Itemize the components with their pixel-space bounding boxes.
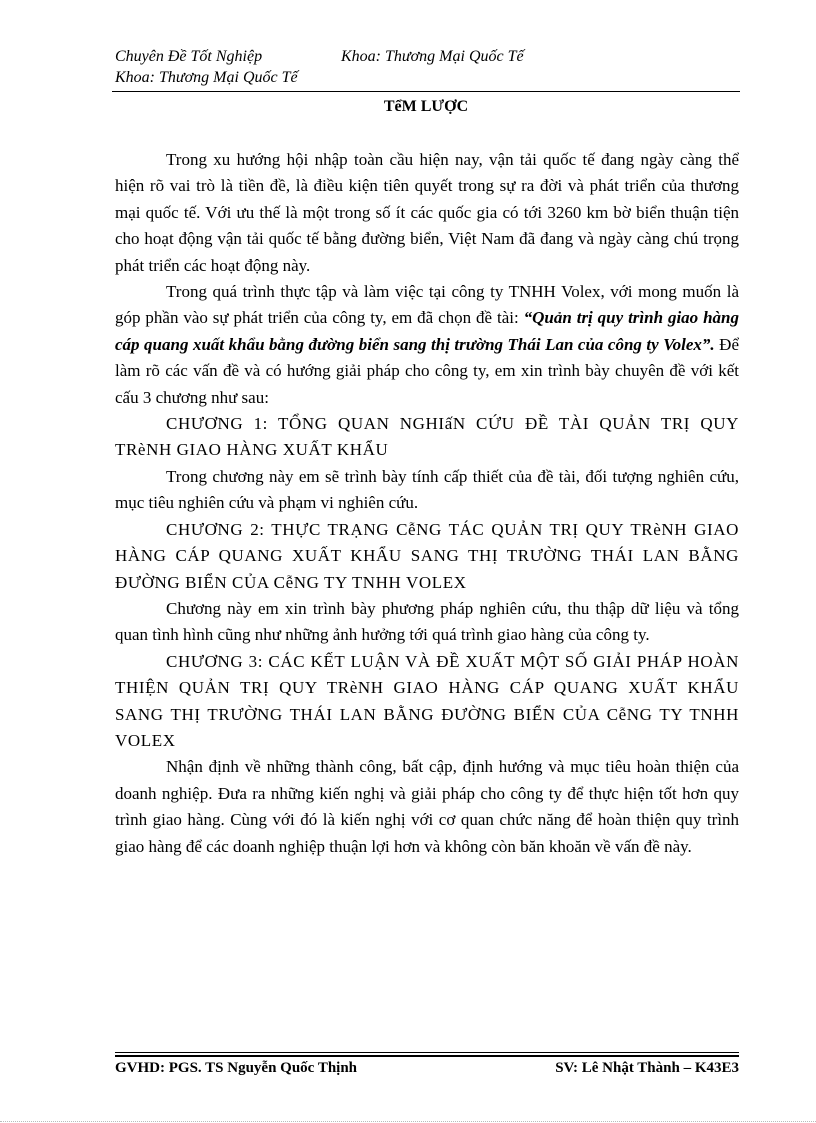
- chapter-1-heading: CHƯƠNG 1: TỔNG QUAN NGHIấN CỨU ĐỀ TÀI QUẢN TRỊ QUY TRèNH GIAO HÀNG XUẤT KHẨU: [115, 414, 739, 460]
- student-label: SV: Lê Nhật Thành – K43E3: [555, 1060, 739, 1076]
- page-title: TểM LƯỢC: [383, 98, 469, 115]
- page-header: [115, 46, 740, 88]
- chapter-2-heading: CHƯƠNG 2: THỰC TRẠNG CễNG TÁC QUẢN TRỊ QUY TRèNH GIAO HÀNG CÁP QUANG XUẤT KHẨU SANG THỊ TRƯỜNG THÁI LAN BẰNG ĐƯỜNG BIỂN CỦA CễNG TY TNHH VOLEX: [115, 519, 739, 592]
- supervisor-label: GVHD: PGS. TS Nguyễn Quốc Thịnh: [115, 1060, 358, 1076]
- chapter-3-heading: CHƯƠNG 3: CÁC KẾT LUẬN VÀ ĐỀ XUẤT MỘT SỐ GIẢI PHÁP HOÀN THIỆN QUẢN TRỊ QUY TRèNH GIAO HÀNG CÁP QUANG XUẤT KHẨU SANG THỊ TRƯỜNG THÁI LAN BẰNG ĐƯỜNG BIỂN CỦA CễNG TY TNHH VOLEX: [115, 651, 739, 750]
- topic-outro-text: Để làm rõ các vấn đề và có hướng giải pháp cho công ty, em xin trình bày chuyên đề với kết cấu 3 chương như sau:: [115, 334, 739, 407]
- footer-divider-thin: [115, 1052, 739, 1053]
- topic-paragraph: [115, 279, 739, 411]
- page-bottom-edge: [0, 1121, 816, 1122]
- chapter-1-description: Trong chương này em sẽ trình bày tính cấp thiết của đề tài, đối tượng nghiên cứu, mục tiêu nghiên cứu và phạm vi nghiên cứu.: [115, 466, 739, 513]
- chapter-3-description: Nhận định về những thành công, bất cập, định hướng và mục tiêu hoàn thiện của doanh nghiệp. Đưa ra những kiến nghị và giải pháp cho công ty để thực hiện tốt hơn quy trình giao hàng. Cùng với đó là kiến nghị với cơ quan chức năng để hoàn thiện quy trình giao hàng để các doanh nghiệp thuận lợi hơn và không còn băn khoăn về vấn đề này.: [115, 757, 739, 856]
- intro-paragraph: Trong xu hướng hội nhập toàn cầu hiện nay, vận tải quốc tế đang ngày càng thể hiện rõ vai trò là tiền đề, là điều kiện tiên quyết trong sự ra đời và phát triển của thương mại quốc tế. Với ưu thế là một trong số ít các quốc gia có tới 3260 km bờ biển thuận tiện cho hoạt động vận tải quốc tế bằng đường biển, Việt Nam đã đang và ngày càng chú trọng phát triển các hoạt động này.: [115, 150, 739, 275]
- footer-divider-thick: [115, 1055, 739, 1057]
- chapter-2-description: Chương này em xin trình bày phương pháp nghiên cứu, thu thập dữ liệu và tổng quan tình hình cũng như những ảnh hưởng tới quá trình giao hàng của công ty.: [115, 598, 739, 645]
- page-footer: [115, 1058, 739, 1078]
- header-faculty-label: Khoa: Thương Mại Quốc Tế: [341, 48, 524, 65]
- header-faculty-line2: Khoa: Thương Mại Quốc Tế: [115, 69, 298, 86]
- header-divider: [112, 91, 740, 92]
- header-thesis-label: Chuyên Đề Tốt Nghiệp: [115, 48, 263, 65]
- topic-intro-text: Trong quá trình thực tập và làm việc tại công ty TNHH Volex, với mong muốn là góp phần vào sự phát triển của công ty, em đã chọn đề tài:: [115, 282, 739, 328]
- document-body: [115, 147, 739, 860]
- thesis-topic: “Quản trị quy trình giao hàng cáp quang xuất khẩu bằng đường biển sang thị trường Thái Lan của công ty Volex”.: [115, 308, 739, 354]
